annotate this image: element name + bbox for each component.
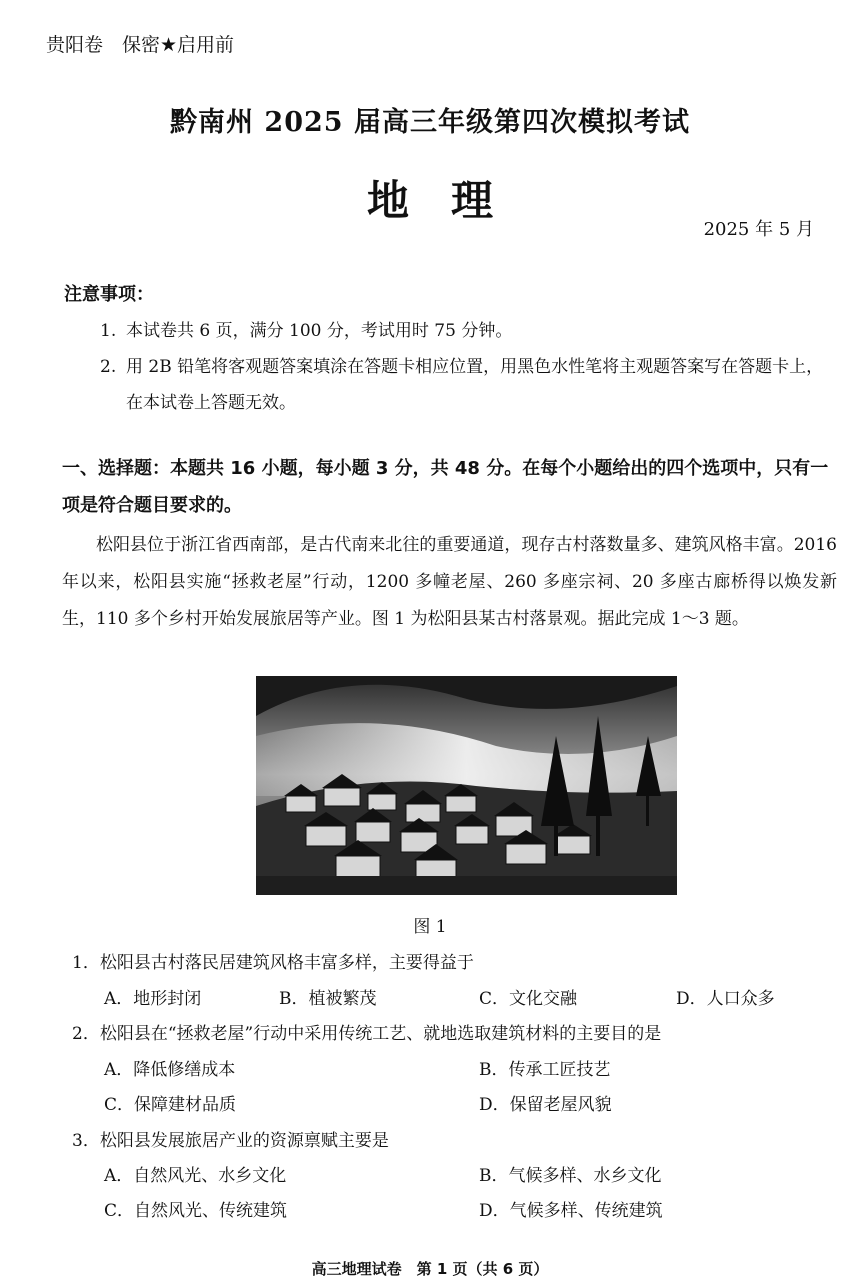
option-b: B．气候多样、水乡文化 <box>479 1166 662 1186</box>
option-d: D．人口众多 <box>676 989 775 1009</box>
option-d: D．气候多样、传统建筑 <box>479 1201 663 1221</box>
section-body: 本题共 16 小题，每小题 3 分，共 48 分。在每个小题给出的四个选项中，只有一项是符合题目要求的。 <box>62 458 829 516</box>
option-b: B．植被繁茂 <box>279 989 377 1009</box>
note-number: 1. <box>100 321 117 341</box>
option-b: B．传承工匠技艺 <box>479 1060 611 1080</box>
option-a: A．自然风光、水乡文化 <box>104 1166 287 1186</box>
option-c: C．保障建材品质 <box>104 1095 237 1115</box>
note-item <box>100 313 835 349</box>
reading-passage: 松阳县位于浙江省西南部，是古代南来北往的重要通道，现存古村落数量多、建筑风格丰富。2016 年以来，松阳县实施“拯救老屋”行动，1200 多幢老屋、260 多座宗祠、20 多座古廊桥得以焕发新生，110 多个乡村开始发展旅居等产业。图 1 为松阳县某古村落景观。据此完成 1～3 题。 <box>62 535 837 629</box>
options-row <box>104 1196 844 1221</box>
subject-title: 地 理 <box>366 176 493 225</box>
exam-date: 2025 年 5 月 <box>703 219 814 240</box>
option-c: C．自然风光、传统建筑 <box>104 1201 288 1221</box>
figure-caption: 图 1 <box>413 917 447 937</box>
options-row <box>104 1090 844 1115</box>
question-stem: 3．松阳县发展旅居产业的资源禀赋主要是 <box>72 1131 389 1151</box>
section-heading: 一、选择题： <box>62 458 170 479</box>
options-row <box>104 1161 844 1186</box>
options-row <box>104 984 844 1009</box>
page-footer: 高三地理试卷 第 1 页（共 6 页） <box>311 1260 549 1278</box>
note-number: 2. <box>100 357 117 377</box>
option-a: A．地形封闭 <box>104 989 202 1009</box>
option-a: A．降低修缮成本 <box>104 1060 236 1080</box>
options-row <box>104 1055 844 1080</box>
option-d: D．保留老屋风貌 <box>479 1095 612 1115</box>
note-text: 本试卷共 6 页，满分 100 分，考试用时 75 分钟。 <box>126 321 513 341</box>
note-item <box>100 349 835 421</box>
exam-title: 黔南州 2025 届高三年级第四次模拟考试 <box>170 107 690 138</box>
question-stem: 2．松阳县在“拯救老屋”行动中采用传统工艺、就地选取建筑材料的主要目的是 <box>72 1024 662 1044</box>
village-photo <box>256 676 677 895</box>
notes-list <box>100 313 835 421</box>
option-c: C．文化交融 <box>479 989 578 1009</box>
exam-region-confidential-label: 贵阳卷 保密★启用前 <box>46 34 235 56</box>
notes-heading: 注意事项： <box>64 284 154 305</box>
question-stem: 1．松阳县古村落民居建筑风格丰富多样，主要得益于 <box>72 953 474 973</box>
section-instructions <box>62 450 837 524</box>
note-text: 用 2B 铅笔将客观题答案填涂在答题卡相应位置，用黑色水性笔将主观题答案写在答题卡上，在本试卷上答题无效。 <box>126 357 824 413</box>
